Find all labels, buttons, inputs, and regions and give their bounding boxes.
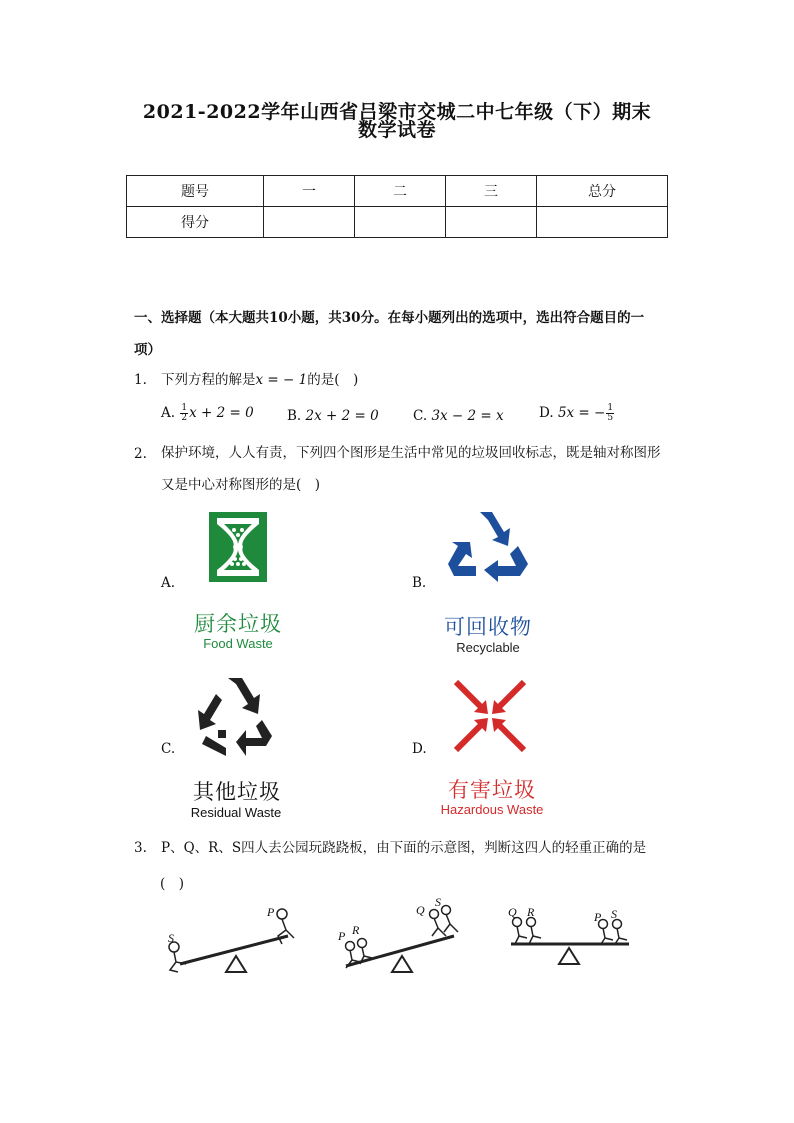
person-pair-left <box>513 918 542 945</box>
residual-arrow <box>236 720 272 756</box>
hazard-arrow-shaft <box>498 724 524 750</box>
person-pair-right <box>599 920 628 945</box>
seesaw-diagram-3 <box>505 904 635 968</box>
seesaw-fulcrum <box>226 956 246 972</box>
score-cell <box>355 207 446 238</box>
score-header-cell: 二 <box>355 176 446 207</box>
residual-recycle-icon <box>196 672 278 758</box>
label-s: S <box>168 931 174 945</box>
residual-waste-cn: 其他垃圾 <box>193 780 281 804</box>
recycle-icon <box>442 506 534 588</box>
person-s <box>169 942 186 972</box>
question-number: 2. <box>134 446 147 462</box>
score-cell <box>537 207 668 238</box>
option-label: B. <box>287 408 302 424</box>
section-heading <box>134 302 664 366</box>
residual-waste-en: Residual Waste <box>190 805 282 820</box>
q1-text-after: 的是( ) <box>307 372 359 388</box>
residual-arrow <box>198 694 222 730</box>
q1-math: x = − 1 <box>255 372 308 388</box>
hourglass-dot <box>236 533 240 537</box>
hazard-arrow-shaft <box>498 682 524 708</box>
hourglass-dot <box>232 528 236 532</box>
hourglass-icon <box>205 508 271 586</box>
option-d-expr: 5x = − <box>557 405 606 421</box>
seesaw-diagram-2 <box>334 895 469 978</box>
residual-arrow <box>202 730 226 756</box>
hourglass-dot <box>233 557 237 561</box>
hourglass-dot <box>240 528 244 532</box>
question-1-text <box>161 364 663 396</box>
q1-option-c <box>413 408 504 424</box>
question-3-text <box>161 832 663 864</box>
recyclable-cn: 可回收物 <box>444 615 532 639</box>
q1-option-a <box>161 404 254 423</box>
label-p: P <box>594 910 602 924</box>
label-q: Q <box>508 905 517 919</box>
q1-text-before: 下列方程的解是 <box>161 372 256 388</box>
q2-option-c-label: C. <box>161 741 176 757</box>
food-waste-cn: 厨余垃圾 <box>194 612 282 636</box>
hazard-arrow-shaft <box>456 682 482 708</box>
score-header-cell: 题号 <box>127 176 264 207</box>
question-number: 1. <box>134 372 147 388</box>
score-cell <box>264 207 355 238</box>
hazardous-waste-en: Hazardous Waste <box>440 802 544 817</box>
label-p: P <box>267 905 275 919</box>
recyclable-en: Recyclable <box>456 640 520 655</box>
score-table-row <box>127 207 668 238</box>
option-a-expr: x + 2 = 0 <box>189 405 254 421</box>
score-header-cell: 三 <box>446 176 537 207</box>
fraction-numerator: 1 <box>181 403 188 413</box>
option-label: C. <box>413 408 428 424</box>
score-cell <box>446 207 537 238</box>
q1-option-d <box>539 404 615 423</box>
label-s: S <box>611 907 617 921</box>
score-header-cell: 总分 <box>537 176 668 207</box>
score-table-header-row <box>127 176 668 207</box>
label-r: R <box>352 923 360 937</box>
q2-option-d-label: D. <box>412 741 427 757</box>
option-b-expr: 2x + 2 = 0 <box>305 408 379 424</box>
q3-bracket: ( ) <box>160 876 185 892</box>
hourglass-dot <box>236 562 240 566</box>
option-label: D. <box>539 405 554 421</box>
person-p <box>277 909 294 944</box>
question-number: 3. <box>134 840 147 856</box>
fraction-denominator: 5 <box>607 413 614 423</box>
q3-text: P、Q、R、S四人去公园玩跷跷板，由下面的示意图，判断这四人的轻重正确的是 <box>161 840 647 856</box>
score-row-label: 得分 <box>127 207 264 238</box>
question-2-text: 保护环境，人人有责，下列四个图形是生活中常见的垃圾回收标志，既是轴对称图形又是中心对称图形的是( ) <box>161 445 661 493</box>
q2-option-b-label: B. <box>412 575 427 591</box>
fraction-numerator: 1 <box>607 403 614 413</box>
hourglass-dot <box>230 562 234 566</box>
seesaw-fulcrum <box>559 948 579 964</box>
seesaw-fulcrum <box>392 956 412 972</box>
residual-arrow <box>228 678 260 714</box>
section-heading-text: 一、选择题（本大题共10小题，共30分。在每小题列出的选项中，选出符合题目的一项） <box>134 310 645 358</box>
fraction <box>606 404 614 423</box>
label-s: S <box>435 895 441 909</box>
hourglass-dot <box>239 557 243 561</box>
recycle-arrow <box>484 546 528 582</box>
fraction-denominator: 2 <box>181 413 188 423</box>
score-header-cell: 一 <box>264 176 355 207</box>
person-pair-right <box>430 906 459 937</box>
hourglass-dot <box>242 562 246 566</box>
page-title: 2021-2022学年山西省吕梁市交城二中七年级（下）期末 <box>142 101 652 123</box>
score-table <box>126 175 668 238</box>
option-label: A. <box>161 405 176 421</box>
label-q: Q <box>416 903 425 917</box>
option-c-expr: 3x − 2 = x <box>431 408 504 424</box>
recycle-arrow <box>480 512 510 546</box>
hazardous-waste-cn: 有害垃圾 <box>448 778 536 802</box>
fraction <box>180 404 188 423</box>
q1-option-b <box>287 408 379 424</box>
recycle-arrow <box>448 542 476 576</box>
label-p: P <box>338 929 346 943</box>
q2-option-a-label: A. <box>161 575 176 591</box>
seesaw-diagram-1 <box>160 902 305 980</box>
inward-arrows-icon <box>450 676 530 756</box>
food-waste-en: Food Waste <box>203 636 273 651</box>
label-r: R <box>527 905 535 919</box>
hazard-arrow-shaft <box>456 724 482 750</box>
page-subtitle: 数学试卷 <box>357 119 436 141</box>
